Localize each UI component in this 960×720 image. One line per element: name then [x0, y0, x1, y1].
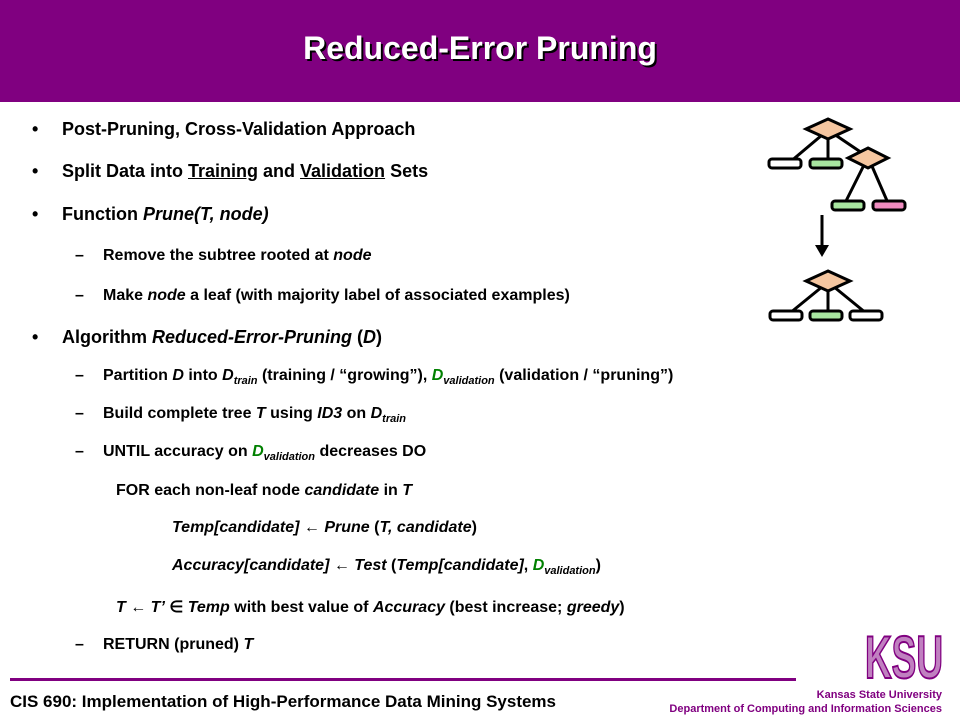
- svg-text:KSU: KSU: [865, 624, 943, 685]
- sub-return: RETURN (pruned) T: [103, 636, 254, 653]
- line-temp-assign: Temp[candidate] ← Prune (T, candidate): [172, 519, 477, 536]
- sub-dash: –: [75, 287, 84, 304]
- bullet-dot: •: [32, 119, 39, 139]
- institution: [669, 688, 942, 716]
- leaf-node: [769, 159, 801, 168]
- leaf-node: [850, 311, 882, 320]
- bullet-dot: •: [32, 204, 39, 224]
- leaf-node: [832, 201, 864, 210]
- ksu-logo: [864, 620, 944, 685]
- internal-node: [848, 148, 888, 168]
- sub-dash: –: [75, 247, 84, 264]
- leaf-node: [810, 159, 842, 168]
- line-t-update: T ← T’ ∈ Temp with best value of Accuracy (best increase; greedy): [116, 599, 625, 616]
- leaf-node: [810, 311, 842, 320]
- sub-dash: –: [75, 443, 84, 460]
- pruning-tree-diagram: [760, 115, 920, 330]
- bullet-dot: •: [32, 161, 39, 181]
- line-accuracy-assign: Accuracy[candidate] ← Test (Temp[candidate], $D_{validation}$): [172, 557, 601, 578]
- sub-build-tree: Build complete tree T using ID3 on $D_{train}$: [103, 405, 407, 426]
- sub-make-leaf: Make node a leaf (with majority label of associated examples): [103, 287, 570, 304]
- leaf-node: [873, 201, 905, 210]
- footer-divider: [10, 678, 796, 681]
- bullet-algorithm: Algorithm Reduced-Error-Pruning (D): [62, 327, 383, 347]
- line-for-each: FOR each non-leaf node candidate in T: [116, 482, 413, 499]
- down-arrow-icon: [815, 215, 829, 257]
- course-title: CIS 690: Implementation of High-Performance Data Mining Systems: [10, 692, 557, 711]
- bullet-post-pruning: Post-Pruning, Cross-Validation Approach: [62, 119, 416, 139]
- root-node: [806, 119, 850, 139]
- bullet-function-prune: Function Prune(T, node): [62, 204, 269, 224]
- slide-title: Reduced-Error Pruning: [303, 30, 657, 66]
- sub-until: UNTIL accuracy on $D_{validation}$ decreases DO: [103, 443, 427, 464]
- sub-dash: –: [75, 367, 84, 384]
- sub-remove-subtree: Remove the subtree rooted at node: [103, 247, 372, 264]
- sub-dash: –: [75, 405, 84, 422]
- leaf-node: [770, 311, 802, 320]
- pruned-tree: [770, 271, 882, 320]
- sub-partition: Partition D into $D_{train}$ (training / “growing”), $D_{validation}$ (validation / “pruning”): [103, 367, 674, 388]
- department-name: Department of Computing and Information Sciences: [669, 703, 942, 715]
- root-node: [806, 271, 850, 291]
- university-name: Kansas State University: [816, 689, 942, 701]
- bullet-dot: •: [32, 327, 39, 347]
- sub-dash: –: [75, 636, 84, 653]
- bullet-split-data: Split Data into Training and Validation Sets: [62, 161, 429, 181]
- full-tree: [769, 119, 905, 210]
